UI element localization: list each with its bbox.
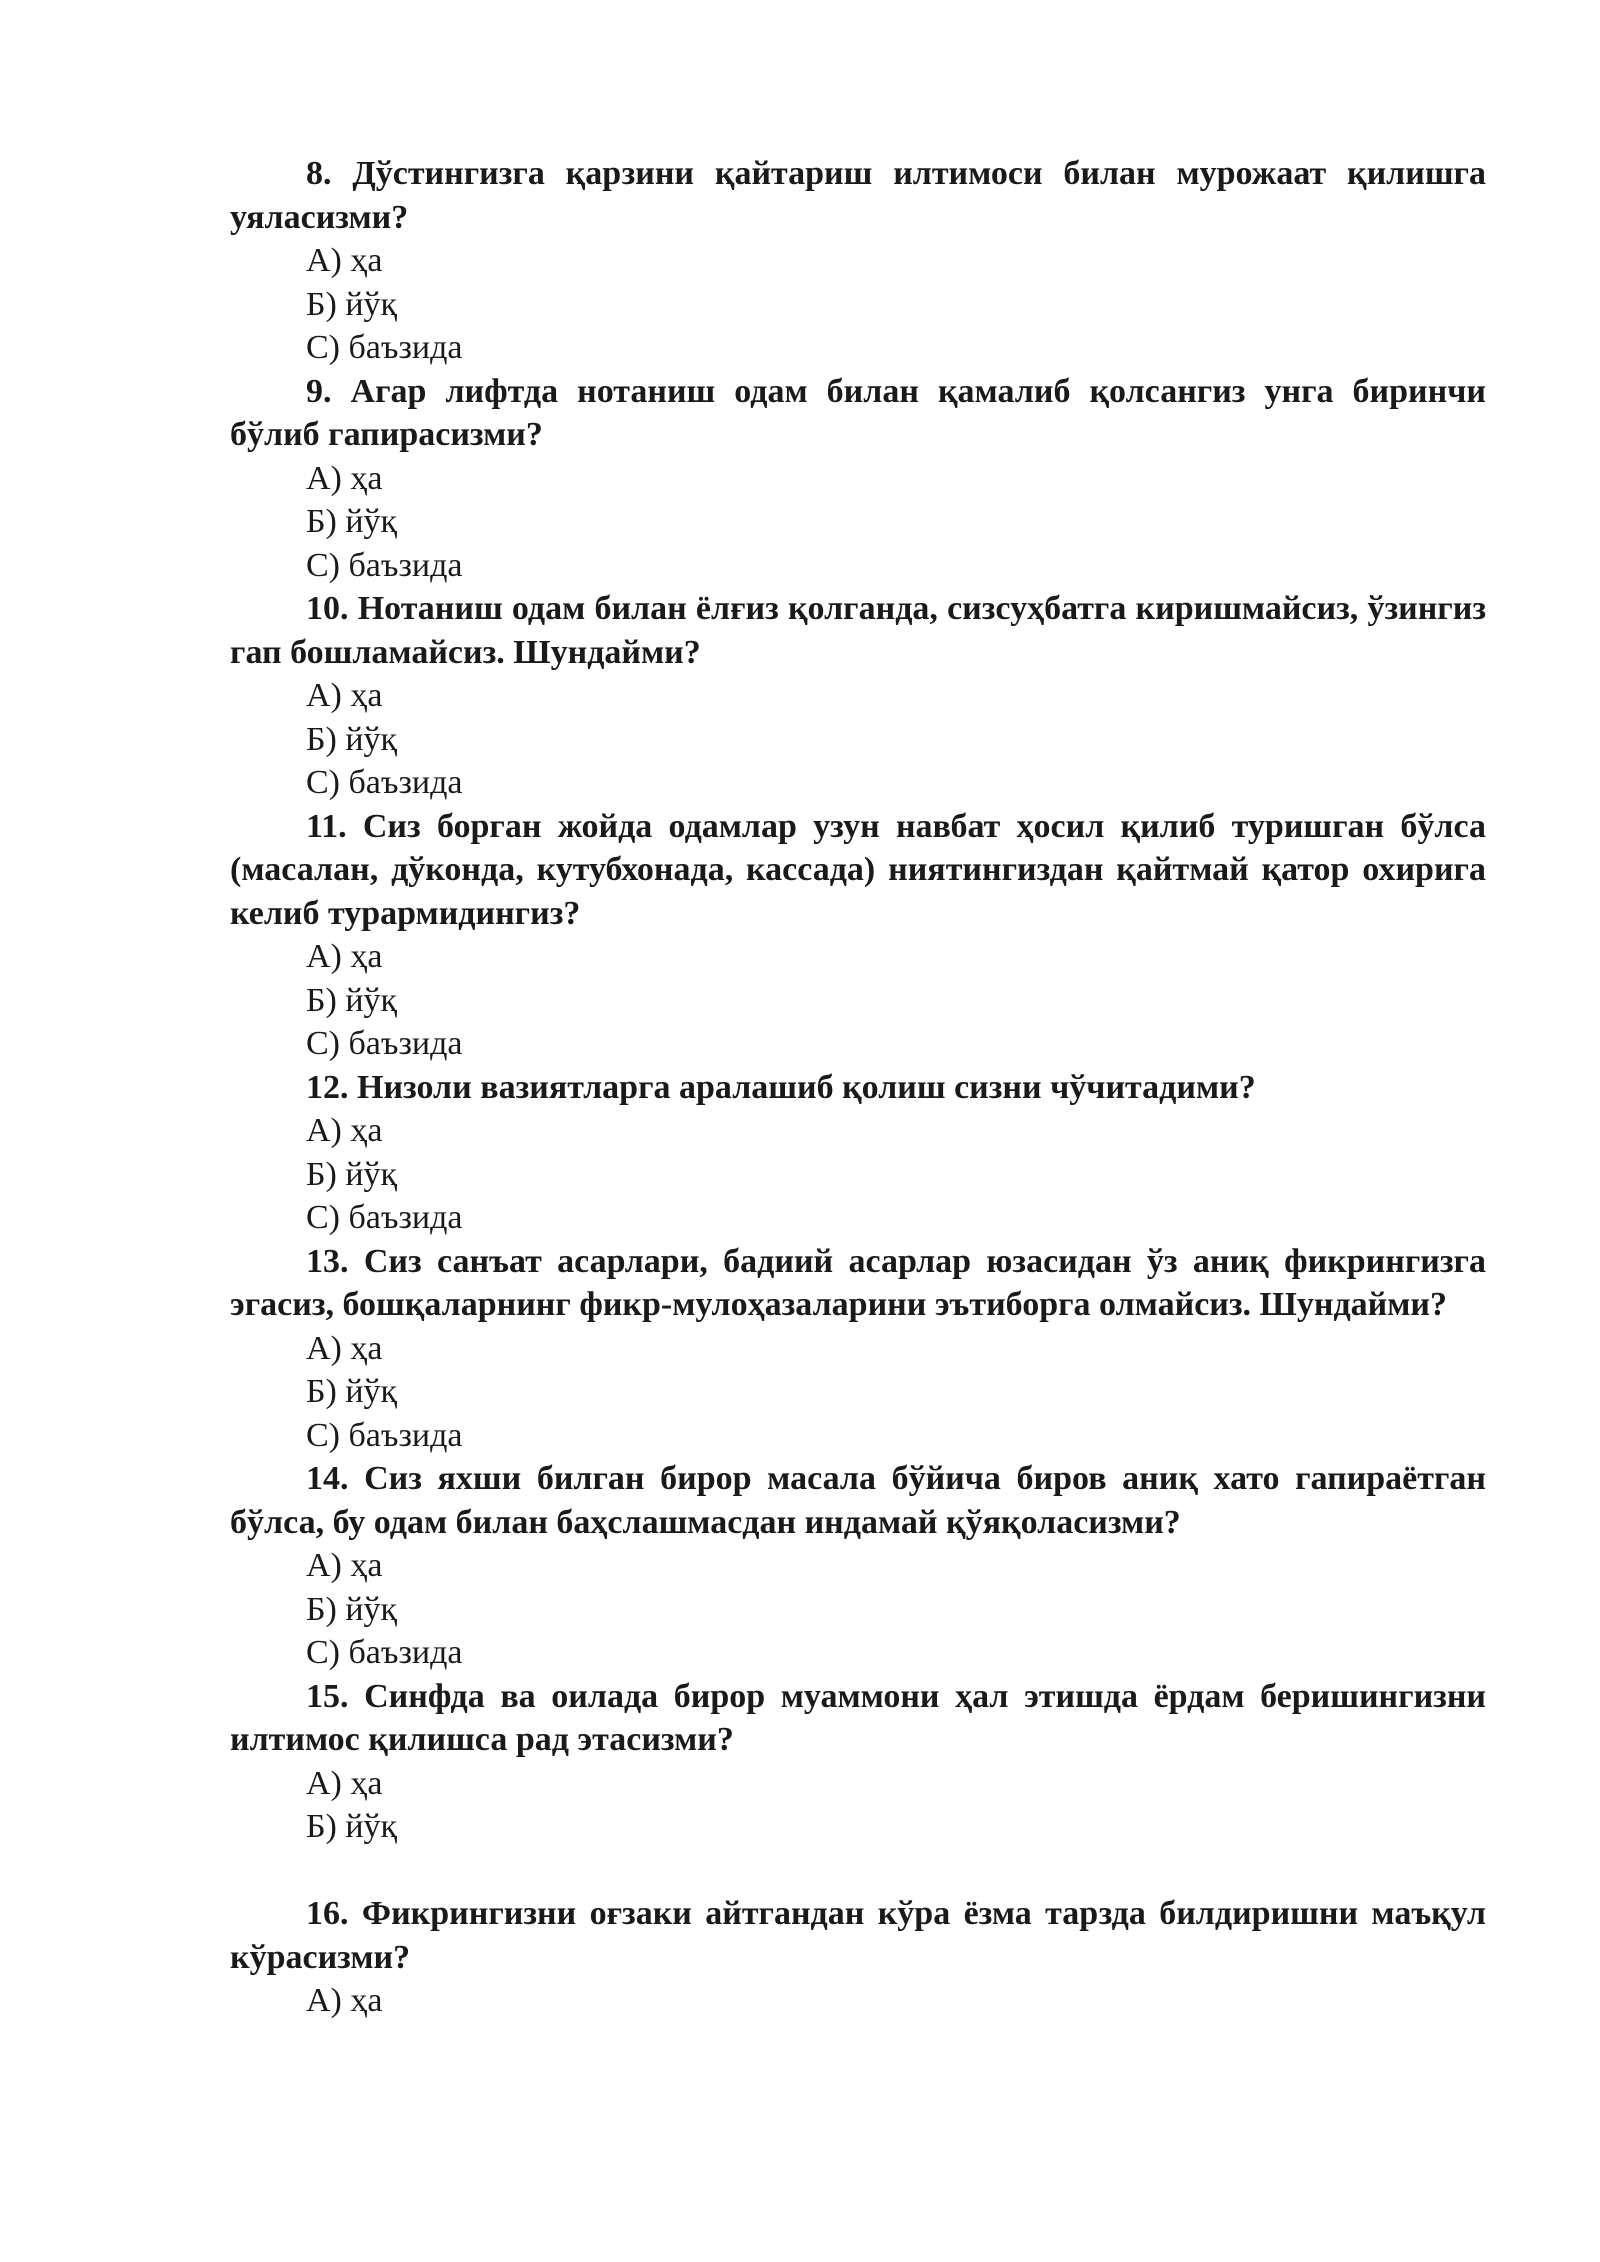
question-block-15 bbox=[230, 1675, 1486, 1849]
answer-option-a: А) ҳа bbox=[306, 1547, 383, 1584]
questionnaire-content bbox=[230, 152, 1486, 2023]
question-text: 15. Синфда ва оилада бирор муаммони ҳал этишда ёрдам беришингизни илтимос қилишса рад этасизми? bbox=[230, 1677, 1486, 1758]
answer-option-a: А) ҳа bbox=[306, 677, 383, 714]
answer-option-c: С) баъзида bbox=[306, 1025, 463, 1062]
answer-option-c: С) баъзида bbox=[306, 1416, 463, 1454]
answer-option-a: А) ҳа bbox=[306, 459, 383, 497]
question-block-13 bbox=[230, 1240, 1486, 1458]
answer-option-b: Б) йўқ bbox=[306, 1155, 398, 1193]
answer-option-a: А) ҳа bbox=[306, 1764, 383, 1802]
question-text: 14. Сиз яхши билган бирор масала бўйича биров аниқ хато гапираётган бўлса, бу одам билан баҳслашмасдан индамай қўяқоласизми? bbox=[230, 1460, 1486, 1541]
answer-option-c: С) баъзида bbox=[306, 329, 463, 366]
answer-option-c: С) баъзида bbox=[306, 1634, 463, 1671]
answer-option-a: А) ҳа bbox=[306, 242, 383, 279]
question-block-12 bbox=[230, 1066, 1486, 1240]
question-block-9 bbox=[230, 370, 1486, 588]
question-text: 16. Фикрингизни оғзаки айтгандан кўра ёзма тарзда билдиришни маъқул кўрасизми? bbox=[230, 1895, 1486, 1976]
answer-option-b: Б) йўқ bbox=[306, 285, 398, 323]
question-text: 10. Нотаниш одам билан ёлғиз қолганда, сизсуҳбатга киришмайсиз, ўзингиз гап бошламайсиз. Шундайми? bbox=[230, 590, 1486, 671]
question-text: 13. Сиз санъат асарлари, бадиий асарлар юзасидан ўз аниқ фикрингизга эгасиз, бошқаларнинг фикр-мулоҳазаларини эътиборга олмайсиз. Шундайми? bbox=[230, 1242, 1486, 1323]
answer-option-b: Б) йўқ bbox=[306, 503, 398, 540]
question-text: 8. Дўстингизга қарзини қайтариш илтимоси билан мурожаат қилишга уяласизми? bbox=[230, 155, 1486, 236]
answer-option-a: А) ҳа bbox=[306, 938, 383, 975]
question-block-16 bbox=[230, 1892, 1486, 2023]
blank-line bbox=[230, 1849, 1486, 1893]
answer-option-a: А) ҳа bbox=[306, 1329, 383, 1367]
answer-option-b: Б) йўқ bbox=[306, 981, 398, 1019]
answer-option-c: С) баъзида bbox=[306, 546, 463, 584]
question-block-10 bbox=[230, 587, 1486, 805]
answer-option-a: А) ҳа bbox=[306, 1982, 383, 2019]
answer-option-c: С) баъзида bbox=[306, 764, 463, 801]
answer-option-a: А) ҳа bbox=[306, 1112, 383, 1149]
question-text: 9. Агар лифтда нотаниш одам билан қамалиб қолсангиз унга биринчи бўлиб гапирасизми? bbox=[230, 372, 1486, 453]
answer-option-b: Б) йўқ bbox=[306, 720, 398, 758]
answer-option-b: Б) йўқ bbox=[306, 1808, 398, 1845]
question-block-11 bbox=[230, 805, 1486, 1066]
answer-option-c: С) баъзида bbox=[306, 1199, 463, 1236]
answer-option-b: Б) йўқ bbox=[306, 1590, 398, 1628]
answer-option-b: Б) йўқ bbox=[306, 1373, 398, 1410]
question-text: 12. Низоли вазиятларга аралашиб қолиш сизни чўчитадими? bbox=[306, 1068, 1256, 1106]
question-block-14 bbox=[230, 1457, 1486, 1675]
question-text: 11. Сиз борган жойда одамлар узун навбат ҳосил қилиб туришган бўлса (масалан, дўконда, кутубхонада, кассада) ниятингиздан қайтмай қатор охирига келиб турармидингиз? bbox=[230, 807, 1486, 932]
question-block-8 bbox=[230, 152, 1486, 370]
